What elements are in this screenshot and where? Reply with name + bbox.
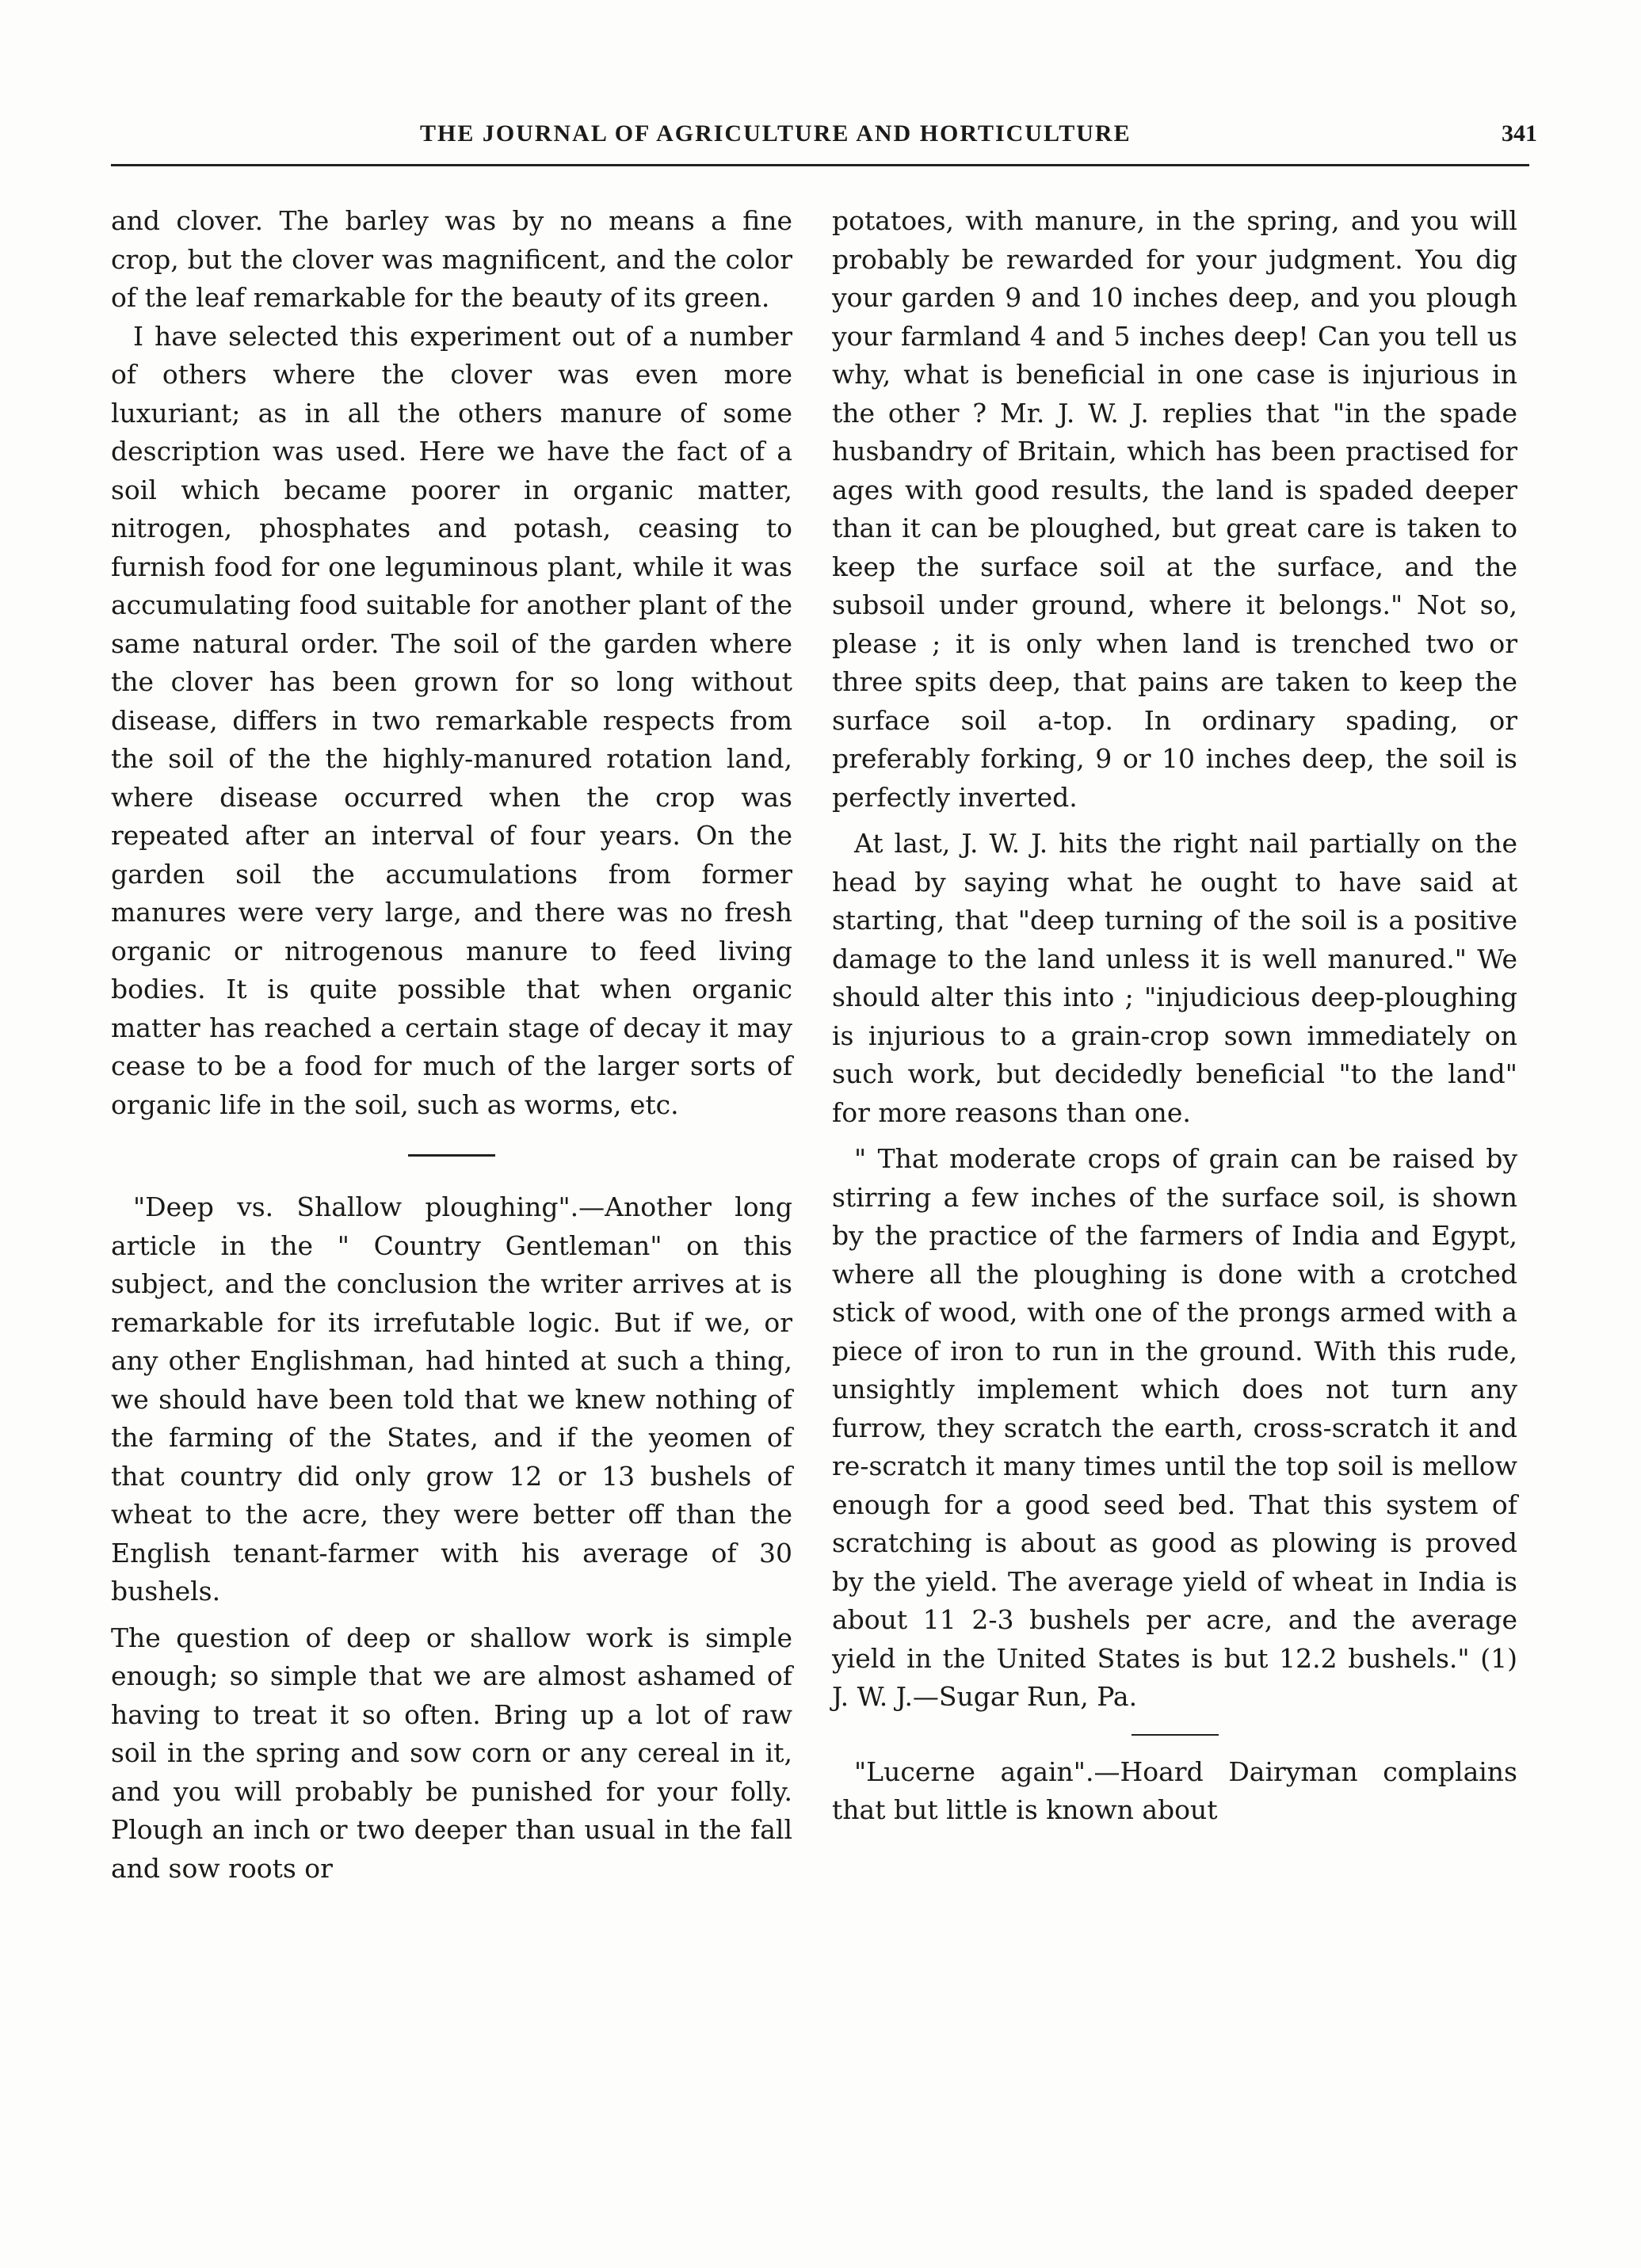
header-rule	[111, 164, 1529, 166]
spacer	[832, 817, 1517, 825]
spacer	[832, 1132, 1517, 1140]
paragraph: The question of deep or shallow work is simple enough; so simple that we are almost ashamed of having to treat it so often. Bring up a lot of raw soil in the spring and sow corn or any cereal in it, and you will probably be punished for your folly. Plough an inch or two deeper than usual in the fall and sow roots or	[111, 1622, 792, 1884]
paragraph: I have selected this experiment out of a number of others where the clover was even more luxuriant; as in all the others manure of some description was used. Here we have the fact of a soil which became poorer in organic matter, nitrogen, phosphates and potash, ceasing to furnish food for one leguminous plant, while it was accumulating food suitable for another plant of the same natural order. The soil of the garden where the clover has been grown for so long without disease, differs in two remarkable respects from the soil of the the highly-manured rotation land, where disease occurred when the crop was repeated after an interval of four years. On the garden soil the accumulations from former manures were very large, and there was no fresh organic or nitrogenous manure to feed living bodies. It is quite possible that when organic matter has reached a certain stage of decay it may cease to be a food for much of the larger sorts of organic life in the soil, such as worms, etc.	[111, 320, 792, 1120]
section-divider	[408, 1154, 495, 1157]
paragraph: and clover. The barley was by no means a fine crop, but the clover was magnificent, and the color of the leaf remarkable for the beauty of its green.	[111, 205, 792, 313]
left-column	[111, 202, 792, 1888]
spacer	[111, 1611, 792, 1619]
paragraph: At last, J. W. J. hits the right nail partially on the head by saying what he ought to have said at starting, that "deep turning of the soil is a positive damage to the land unless it is well manured." We should alter this into ; "injudicious deep-ploughing is injurious to a grain-crop sown immediately on such work, but decidedly beneficial "to the land" for more reasons than one.	[832, 828, 1517, 1128]
page-header	[111, 120, 1537, 160]
right-column	[832, 202, 1517, 1830]
paragraph: " That moderate crops of grain can be raised by stirring a few inches of the surface soil, is shown by the practice of the farmers of India and Egypt, where all the ploughing is done with a crotched stick of wood, with one of the prongs armed with a piece of iron to run in the ground. With this rude, unsightly implement which does not turn any furrow, they scratch the earth, cross-scratch it and re-scratch it many times until the top soil is mellow enough for a good seed bed. That this system of scratching is about as good as plowing is proved by the yield. The average yield of wheat in India is about 11 2-3 bushels per acre, and the average yield in the United States is but 12.2 bushels." (1) J. W. J.—Sugar Run, Pa.	[832, 1143, 1517, 1712]
paragraph: potatoes, with manure, in the spring, and you will probably be rewarded for your judgment. You dig your garden 9 and 10 inches deep, and you plough your farmland 4 and 5 inches deep! Can you tell us why, what is beneficial in one case is injurious in the other ? Mr. J. W. J. replies that "in the spade husbandry of Britain, which has been practised for ages with good results, the land is spaded deeper than it can be ploughed, but great care is taken to keep the surface soil at the surface, and the subsoil under ground, where it belongs." Not so, please ; it is only when land is trenched two or three spits deep, that pains are taken to keep the surface soil a-top. In ordinary spading, or preferably forking, 9 or 10 inches deep, the soil is perfectly inverted.	[832, 205, 1517, 813]
paragraph: "Lucerne again".—Hoard Dairyman complains that but little is known about	[832, 1755, 1517, 1825]
running-title: THE JOURNAL OF AGRICULTURE AND HORTICULTURE	[420, 120, 1132, 147]
page-number: 341	[1502, 120, 1537, 147]
paragraph: "Deep vs. Shallow ploughing".—Another long article in the " Country Gentleman" on this subject, and the conclusion the writer arrives at is remarkable for its irrefutable logic. But if we, or any other Englishman, had hinted at such a thing, we should have been told that we knew nothing of the farming of the States, and if the yeomen of that country did only grow 12 or 13 bushels of wheat to the acre, they were better off than the English tenant-farmer with his average of 30 bushels.	[111, 1191, 792, 1607]
section-divider	[1132, 1734, 1219, 1736]
